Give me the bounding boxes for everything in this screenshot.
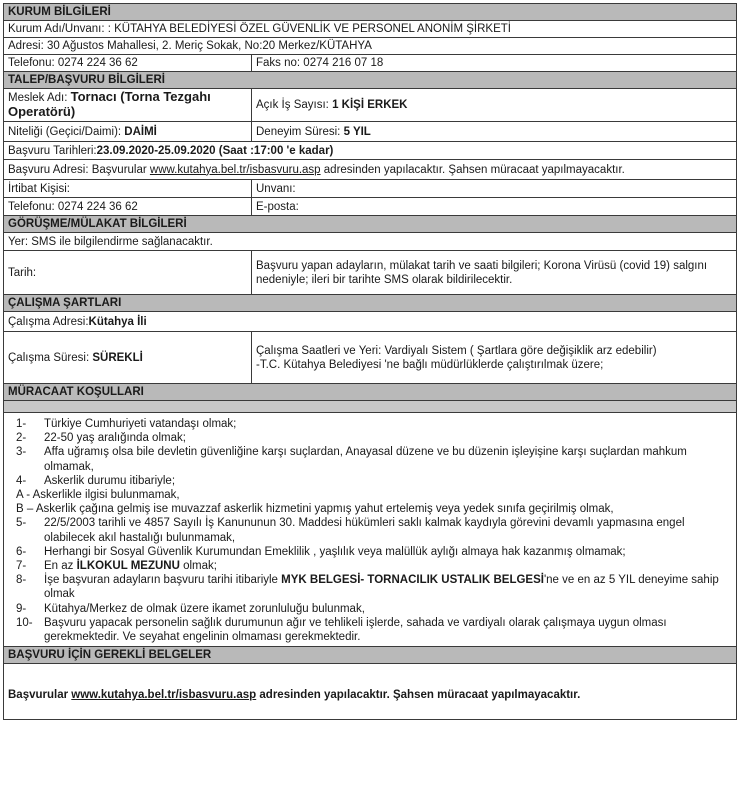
condition-number: 7- <box>16 560 27 573</box>
section-header-calisma: ÇALIŞMA ŞARTLARI <box>4 295 737 312</box>
gorusme-yer: Yer: SMS ile bilgilendirme sağlanacaktır. <box>4 233 737 251</box>
list-item <box>8 573 732 601</box>
gorusme-tarih-value: Başvuru yapan adayların, mülakat tarih ve saati bilgileri; Korona Virüsü (covid 19) salgını nedeniyle; ileri bir tarihte SMS olarak bildirilecektir. <box>252 251 737 295</box>
condition-text: Affa uğramış olsa bile devletin güvenliğine karşı suçlardan, Anayasal düzene ve bu düzenin işleyişine karşı suçlardan mahkum olmamak, <box>44 446 687 473</box>
section-header-kurum: KURUM BİLGİLERİ <box>4 4 737 21</box>
talep-telefon: Telefonu: 0274 224 36 62 <box>4 198 252 216</box>
calisma-saat-cell <box>252 332 737 384</box>
list-item <box>8 474 732 488</box>
kurum-telefon: Telefonu: 0274 224 36 62 <box>4 55 252 72</box>
calisma-saat-line2: -T.C. Kütahya Belediyesi 'ne bağlı müdürlüklerde çalıştırılmak üzere; <box>256 358 604 371</box>
section-header-gorusme: GÖRÜŞME/MÜLAKAT BİLGİLERİ <box>4 216 737 233</box>
condition-number: 1- <box>16 418 27 430</box>
calisma-saat-line1: Çalışma Saatleri ve Yeri: Vardiyalı Sistem ( Şartlara göre değişiklik arz edebilir) <box>256 344 657 357</box>
acik-is-cell <box>252 89 737 122</box>
condition-7-bold: İLKOKUL MEZUNU <box>76 560 180 573</box>
condition-number: 6- <box>16 545 27 558</box>
condition-number: 5- <box>16 517 27 530</box>
condition-text: 22/5/2003 tarihli ve 4857 Sayılı İş Kanununun 30. Maddesi hükümleri saklı kalmak kaydıyla görevini devamlı yapmasına engel olabilecek akıl hastalığı bulunmamak, <box>44 517 685 544</box>
basvuru-link[interactable]: www.kutahya.bel.tr/isbasvuru.asp <box>149 163 321 176</box>
condition-text: Kütahya/Merkez de olmak üzere ikamet zorunluluğu bulunmak, <box>44 602 365 615</box>
basvuru-tarih-label: Başvuru Tarihleri: <box>8 144 97 157</box>
condition-number: 9- <box>16 602 27 615</box>
condition-8-pre: İşe başvuran adayların başvuru tarihi itibariyle <box>44 574 282 587</box>
calisma-sure-value: SÜREKLİ <box>92 351 143 364</box>
muracaat-spacer <box>4 401 737 413</box>
condition-7-pre: En az <box>44 560 77 573</box>
deneyim-value: 5 YIL <box>343 125 371 138</box>
calisma-sure-cell <box>4 332 252 384</box>
basvuru-adres-pre: Başvuru Adresi: Başvurular <box>8 163 150 176</box>
condition-text: Başvuru yapacak personelin sağlık durumunun ağır ve tehlikeli işlerde, sahada ve vardiyalı olarak çalışmaya uygun olması gerekmektedir. Ve seyahat engelinin olmaması gerekmektedir. <box>44 616 667 644</box>
condition-text: Herhangi bir Sosyal Güvenlik Kurumundan Emeklilik , yaşlılık veya malüllük aylığı almaya hak kazanmış olmamak; <box>44 545 626 558</box>
job-posting-document <box>3 3 736 720</box>
condition-text <box>44 573 732 601</box>
condition-4a: A - Askerlikle ilgisi bulunmamak, <box>16 489 180 502</box>
deneyim-cell <box>252 122 737 142</box>
irtibat-kisi: İrtibat Kişisi: <box>4 180 252 198</box>
condition-number: 10- <box>16 616 33 629</box>
basvuru-tarih-value: 23.09.2020-25.09.2020 (Saat :17:00 'e kadar) <box>96 144 334 157</box>
meslek-label: Meslek Adı: <box>8 92 71 104</box>
belgeler-link[interactable]: www.kutahya.bel.tr/isbasvuru.asp <box>71 689 257 702</box>
nitelik-value: DAİMİ <box>124 125 157 138</box>
deneyim-label: Deneyim Süresi: <box>256 125 344 138</box>
calisma-adres-label: Çalışma Adresi: <box>8 315 89 328</box>
condition-text: Askerlik durumu itibariyle; <box>44 474 176 487</box>
irtibat-unvan: Unvanı: <box>252 180 737 198</box>
condition-7-post: olmak; <box>179 560 217 573</box>
list-item <box>8 445 732 473</box>
list-item <box>8 559 732 573</box>
section-header-talep: TALEP/BAŞVURU BİLGİLERİ <box>4 72 737 89</box>
nitelik-cell <box>4 122 252 142</box>
nitelik-label: Niteliği (Geçici/Daimi): <box>8 125 125 138</box>
list-item <box>8 602 732 616</box>
calisma-sure-label: Çalışma Süresi: <box>8 351 93 364</box>
belgeler-pre: Başvurular <box>8 689 72 702</box>
condition-8-bold: MYK BELGESİ- TORNACILIK USTALIK BELGESİ <box>281 574 544 587</box>
condition-number: 4- <box>16 474 27 487</box>
list-item <box>8 417 732 431</box>
condition-4b: B – Askerlik çağına gelmiş ise muvazzaf askerlik hizmetini yapmış yahut ertelemiş veya yedek sınıfa geçirilmiş olmak, <box>16 503 614 516</box>
condition-text <box>44 559 732 573</box>
section-header-belgeler: BAŞVURU İÇİN GEREKLİ BELGELER <box>4 647 737 664</box>
muracaat-list <box>4 413 737 647</box>
meslek-adi-cell <box>4 89 252 122</box>
condition-8-post: 'ne ve en az 5 YIL deneyime sahip olmak <box>44 574 719 601</box>
kurum-faks: Faks no: 0274 216 07 18 <box>252 55 737 72</box>
conditions-list-2 <box>8 516 732 559</box>
meslek-value: Tornacı (Torna Tezgahı Operatörü) <box>8 89 211 119</box>
basvuru-tarih-cell <box>4 142 737 160</box>
kurum-adi: Kurum Adı/Unvanı: : KÜTAHYA BELEDİYESİ ÖZEL GÜVENLİK VE PERSONEL ANONİM ŞİRKETİ <box>4 21 737 38</box>
list-item <box>8 545 732 559</box>
acik-is-value: 1 KİŞİ ERKEK <box>332 99 408 111</box>
info-table <box>3 3 737 720</box>
list-item <box>8 516 732 544</box>
list-item <box>8 616 732 644</box>
conditions-list-1 <box>8 417 732 488</box>
calisma-adres-value: Kütahya İli <box>88 315 147 328</box>
belgeler-post: adresinden yapılacaktır. Şahsen müracaat yapılmayacaktır. <box>256 689 581 702</box>
gorusme-tarih-label: Tarih: <box>4 251 252 295</box>
conditions-list-3 <box>8 602 732 645</box>
basvuru-adres-post: adresinden yapılacaktır. Şahsen müracaat yapılmayacaktır. <box>320 163 625 176</box>
condition-number: 8- <box>16 574 27 587</box>
calisma-adres-cell <box>4 312 737 332</box>
condition-text: Türkiye Cumhuriyeti vatandaşı olmak; <box>44 418 237 430</box>
belgeler-cell <box>4 664 737 720</box>
condition-number: 3- <box>16 446 27 459</box>
talep-eposta: E-posta: <box>252 198 737 216</box>
basvuru-adres-cell <box>4 160 737 180</box>
section-header-muracaat: MÜRACAAT KOŞULLARI <box>4 384 737 401</box>
condition-number: 2- <box>16 432 27 445</box>
kurum-adres: Adresi: 30 Ağustos Mahallesi, 2. Meriç Sokak, No:20 Merkez/KÜTAHYA <box>4 38 737 55</box>
condition-text: 22-50 yaş aralığında olmak; <box>44 432 186 445</box>
list-item <box>8 431 732 445</box>
acik-is-label: Açık İş Sayısı: <box>256 99 333 111</box>
